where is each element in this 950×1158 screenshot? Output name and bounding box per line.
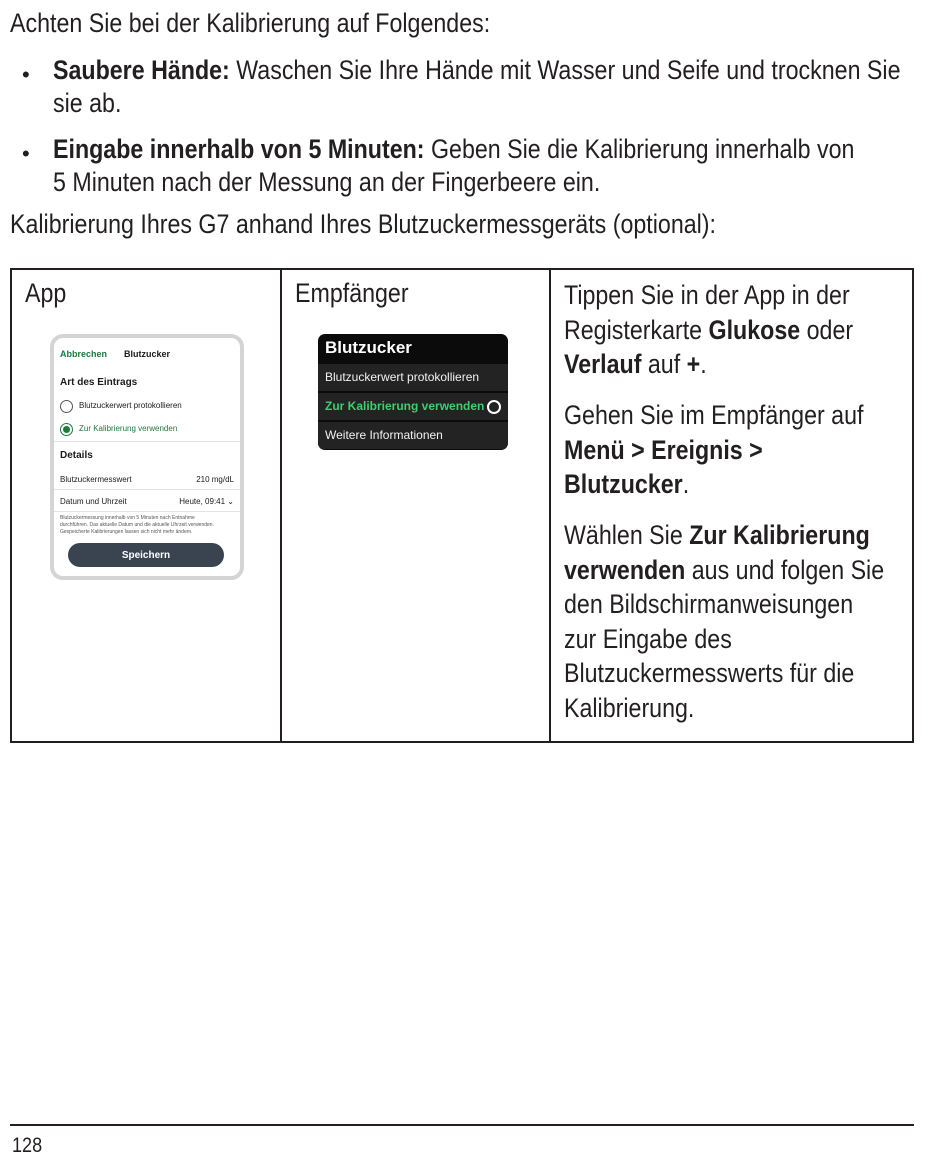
option-log-label: Blutzuckerwert protokollieren	[79, 401, 182, 410]
datetime-label: Datum und Uhrzeit	[60, 497, 127, 506]
note-line-2: durchführen. Das aktuelle Datum und die aktuelle Uhrzeit verwenden.	[60, 522, 214, 528]
note-line-1: Blutzuckermessung innerhalb von 5 Minuten nach Entnahme	[60, 515, 195, 521]
instruction-receiver: Gehen Sie im Empfänger auf Menü > Ereignis > Blutzucker.	[564, 400, 864, 499]
receiver-screen-title: Blutzucker	[325, 338, 412, 357]
section-heading: Kalibrierung Ihres G7 anhand Ihres Blutzuckermessgeräts (optional):	[10, 209, 716, 239]
receiver-menu-item-log[interactable]: Blutzuckerwert protokollieren	[318, 364, 508, 391]
bullet-five-minutes-title: Eingabe innerhalb von 5 Minuten:	[53, 134, 425, 164]
note-line-3: Gespeicherte Kalibrierungen lassen sich nicht mehr ändern.	[60, 529, 193, 535]
bullet-five-minutes-line1: Eingabe innerhalb von 5 Minuten: Geben Sie die Kalibrierung innerhalb von	[53, 134, 855, 164]
receiver-menu-item-more-info[interactable]: Weitere Informationen	[318, 422, 508, 449]
app-screenshot	[50, 334, 244, 580]
bullet-marker: •	[22, 141, 30, 166]
receiver-column-header: Empfänger	[295, 278, 409, 308]
app-column-header: App	[25, 278, 67, 308]
app-screen-title: Blutzucker	[124, 349, 171, 359]
instructions-cell	[550, 269, 913, 742]
chevron-down-icon: ⌄	[227, 497, 234, 506]
bg-reading-value[interactable]: 210 mg/dL	[196, 475, 234, 484]
bullet-marker: •	[22, 62, 30, 87]
bullet-clean-hands-title: Saubere Hände:	[53, 55, 230, 85]
footer-divider	[10, 1124, 914, 1126]
instruction-app: Tippen Sie in der App in der Registerkarte Glukose oder Verlauf auf +.	[564, 280, 854, 379]
divider	[54, 441, 240, 442]
radio-log-icon[interactable]	[60, 400, 73, 413]
option-calibrate-label: Zur Kalibrierung verwenden	[79, 424, 178, 433]
instruction-calibrate: Wählen Sie Zur Kalibrierung verwenden aus und folgen Sie den Bildschirmanweisungen zur Eingabe des Blutzuckermesswerts für die Kalibrierung.	[564, 520, 885, 723]
details-label: Details	[60, 450, 93, 461]
bg-reading-label: Blutzuckermesswert	[60, 475, 132, 484]
save-button[interactable]: Speichern	[68, 543, 224, 567]
divider	[54, 511, 240, 512]
bullet-clean-hands-line2: sie ab.	[53, 88, 122, 118]
divider	[54, 489, 240, 490]
receiver-cell	[281, 269, 550, 742]
select-circle-icon	[487, 400, 501, 414]
app-cell	[11, 269, 281, 742]
calibration-table	[10, 268, 914, 743]
cancel-link[interactable]: Abbrechen	[60, 349, 108, 359]
entry-type-label: Art des Eintrags	[60, 377, 138, 388]
receiver-menu-item-calibrate[interactable]: Zur Kalibrierung verwenden	[318, 393, 508, 420]
receiver-screenshot	[318, 334, 508, 450]
bullet-clean-hands-line1: Saubere Hände: Waschen Sie Ihre Hände mit Wasser und Seife und trocknen Sie	[53, 55, 901, 85]
page-number: 128	[12, 1134, 43, 1157]
datetime-value[interactable]: Heute, 09:41 ⌄	[179, 497, 234, 506]
intro-text: Achten Sie bei der Kalibrierung auf Folgendes:	[10, 8, 491, 38]
radio-calibrate-icon[interactable]	[60, 423, 73, 436]
bullet-five-minutes-line2: 5 Minuten nach der Messung an der Fingerbeere ein.	[53, 167, 601, 197]
